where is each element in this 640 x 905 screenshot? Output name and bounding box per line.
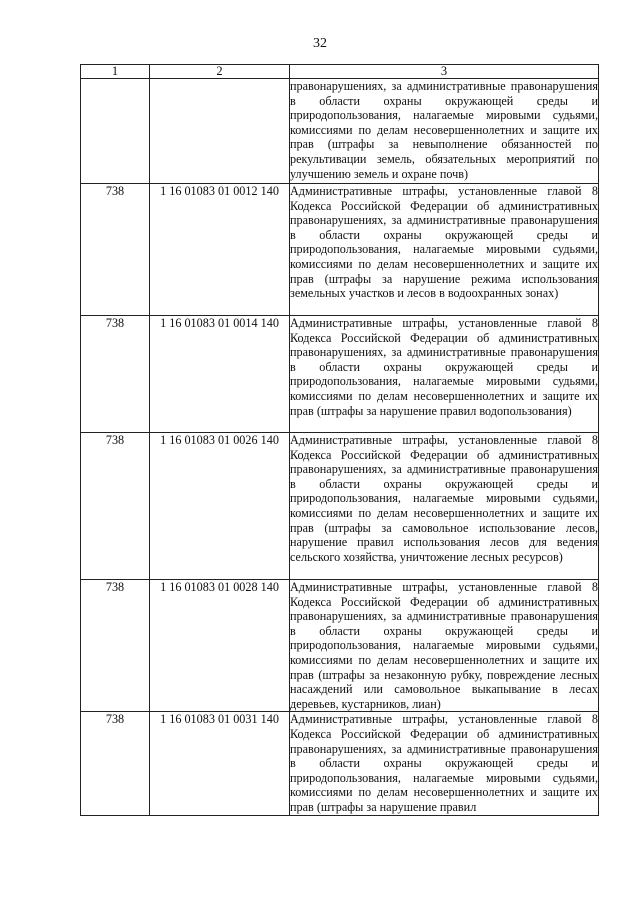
admin-code-cell — [81, 79, 150, 184]
table-row — [81, 712, 599, 815]
admin-code-cell: 738 — [81, 433, 150, 580]
table-row — [81, 79, 599, 184]
table-row — [81, 184, 599, 316]
admin-code-cell: 738 — [81, 580, 150, 712]
kbk-code-cell — [150, 79, 290, 184]
description-cell: Административные штрафы, установленные главой 8 Кодекса Российской Федерации об административных правонарушениях, за административные правонарушения в области охраны окружающей среды и природопользования, налагаемые мировыми судьями, комиссиями по делам несовершеннолетних и защите их прав (штрафы за нарушение режима использования земельных участков и лесов в водоохранных зонах) — [290, 184, 599, 316]
column-header-3: 3 — [290, 65, 599, 79]
description-cell: правонарушениях, за административные правонарушения в области охраны окружающей среды и природопользования, налагаемые мировыми судьями, комиссиями по делам несовершеннолетних и защите их прав (штрафы за невыполнение обязанностей по рекультивации земель, обязательных мероприятий по улучшению земель и охране почв) — [290, 79, 599, 184]
admin-code-cell: 738 — [81, 712, 150, 815]
table-row — [81, 433, 599, 580]
table-row — [81, 580, 599, 712]
kbk-code-cell: 1 16 01083 01 0012 140 — [150, 184, 290, 316]
description-cell: Административные штрафы, установленные главой 8 Кодекса Российской Федерации об административных правонарушениях, за административные правонарушения в области охраны окружающей среды и природопользования, налагаемые мировыми судьями, комиссиями по делам несовершеннолетних и защите их прав (штрафы за незаконную рубку, повреждение лесных насаждений или самовольное выкапывание в лесах деревьев, кустарников, лиан) — [290, 580, 598, 711]
description-cell: Административные штрафы, установленные главой 8 Кодекса Российской Федерации об административных правонарушениях, за административные правонарушения в области охраны окружающей среды и природопользования, налагаемые мировыми судьями, комиссиями по делам несовершеннолетних и защите их прав (штрафы за самовольное использование лесов, нарушение правил использования лесов для ведения сельского хозяйства, уничтожение лесных ресурсов) — [290, 433, 599, 580]
revenue-codes-table — [80, 64, 599, 816]
page-number: 32 — [313, 36, 327, 51]
kbk-code-cell: 1 16 01083 01 0028 140 — [150, 580, 290, 712]
column-header-2: 2 — [150, 65, 290, 79]
description-cell: Административные штрафы, установленные главой 8 Кодекса Российской Федерации об административных правонарушениях, за административные правонарушения в области охраны окружающей среды и природопользования, налагаемые мировыми судьями, комиссиями по делам несовершеннолетних и защите их прав (штрафы за нарушение правил водопользования) — [290, 316, 599, 433]
table-row — [81, 316, 599, 433]
table-body — [81, 79, 599, 816]
admin-code-cell: 738 — [81, 316, 150, 433]
table-header — [81, 65, 599, 79]
admin-code-cell: 738 — [81, 184, 150, 316]
column-header-1: 1 — [81, 65, 150, 79]
kbk-code-cell: 1 16 01083 01 0026 140 — [150, 433, 290, 580]
header-row — [81, 65, 599, 79]
kbk-code-cell: 1 16 01083 01 0014 140 — [150, 316, 290, 433]
description-cell: Административные штрафы, установленные главой 8 Кодекса Российской Федерации об административных правонарушениях, за административные правонарушения в области охраны окружающей среды и природопользования, налагаемые мировыми судьями, комиссиями по делам несовершеннолетних и защите их прав (штрафы за нарушение правил — [290, 712, 598, 814]
kbk-code-cell: 1 16 01083 01 0031 140 — [150, 712, 290, 815]
